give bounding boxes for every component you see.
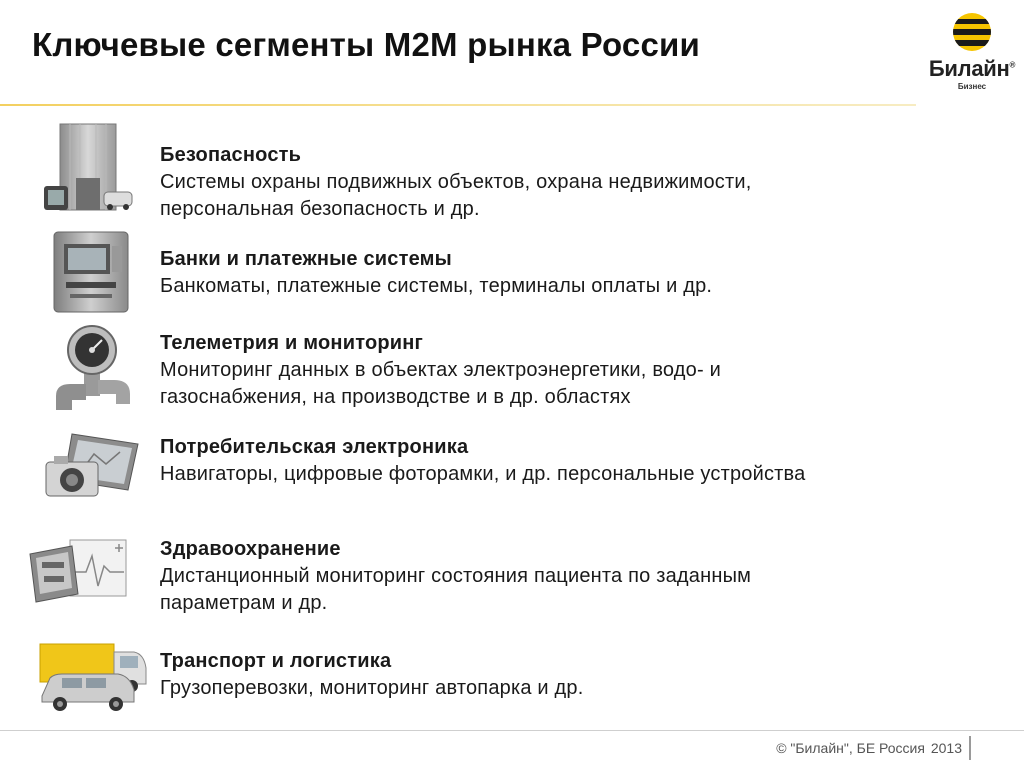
segment-heading: Безопасность xyxy=(160,144,302,166)
segment-healthcare xyxy=(160,536,751,617)
segment-heading: Телеметрия и мониторинг xyxy=(160,332,424,354)
segment-heading: Транспорт и логистика xyxy=(160,650,392,672)
segment-telemetry xyxy=(160,330,721,411)
health-monitor-icon xyxy=(26,536,132,608)
truck-van-icon xyxy=(36,640,150,716)
segment-description-line: Мониторинг данных в объектах электроэнергетики, водо- и xyxy=(160,359,721,381)
beeline-logo xyxy=(924,10,1020,96)
footer-divider xyxy=(0,730,1024,731)
segment-description-line: Банкоматы, платежные системы, терминалы оплаты и др. xyxy=(160,275,713,297)
segment-heading: Потребительская электроника xyxy=(160,436,469,458)
title-divider xyxy=(0,104,916,106)
segment-heading: Здравоохранение xyxy=(160,538,341,560)
segment-description-line: персональная безопасность и др. xyxy=(160,198,480,220)
building-security-icon xyxy=(40,122,136,214)
footer-year: 2013 xyxy=(930,740,962,756)
segment-description-line: параметрам и др. xyxy=(160,592,328,614)
footer-copyright: © "Билайн", БЕ Россия xyxy=(776,740,925,756)
logo-subtitle: Бизнес xyxy=(957,82,987,91)
pressure-gauge-icon xyxy=(50,322,136,416)
segment-security xyxy=(160,142,752,223)
segment-description-line: Системы охраны подвижных объектов, охрана недвижимости, xyxy=(160,171,752,193)
segment-banks xyxy=(160,246,712,300)
logo-registered-mark: ® xyxy=(1009,60,1016,70)
atm-icon xyxy=(50,228,132,314)
camera-navigator-icon xyxy=(42,430,142,504)
segment-description-line: Навигаторы, цифровые фоторамки, и др. персональные устройства xyxy=(160,463,806,485)
page-title: Ключевые сегменты M2M рынка России xyxy=(32,26,700,63)
logo-wordmark: Билайн xyxy=(928,56,1010,81)
segment-heading: Банки и платежные системы xyxy=(160,248,452,270)
segment-description-line: Грузоперевозки, мониторинг автопарка и др. xyxy=(160,677,584,699)
segment-consumer-electronics xyxy=(160,434,805,488)
segment-description-line: Дистанционный мониторинг состояния пациента по заданным xyxy=(160,565,752,587)
footer-separator xyxy=(969,736,971,760)
footer xyxy=(776,740,962,756)
segment-description-line: газоснабжения, на производстве и в др. областях xyxy=(160,386,631,408)
segment-transport xyxy=(160,648,584,702)
beeline-logo-icon xyxy=(924,10,1020,56)
